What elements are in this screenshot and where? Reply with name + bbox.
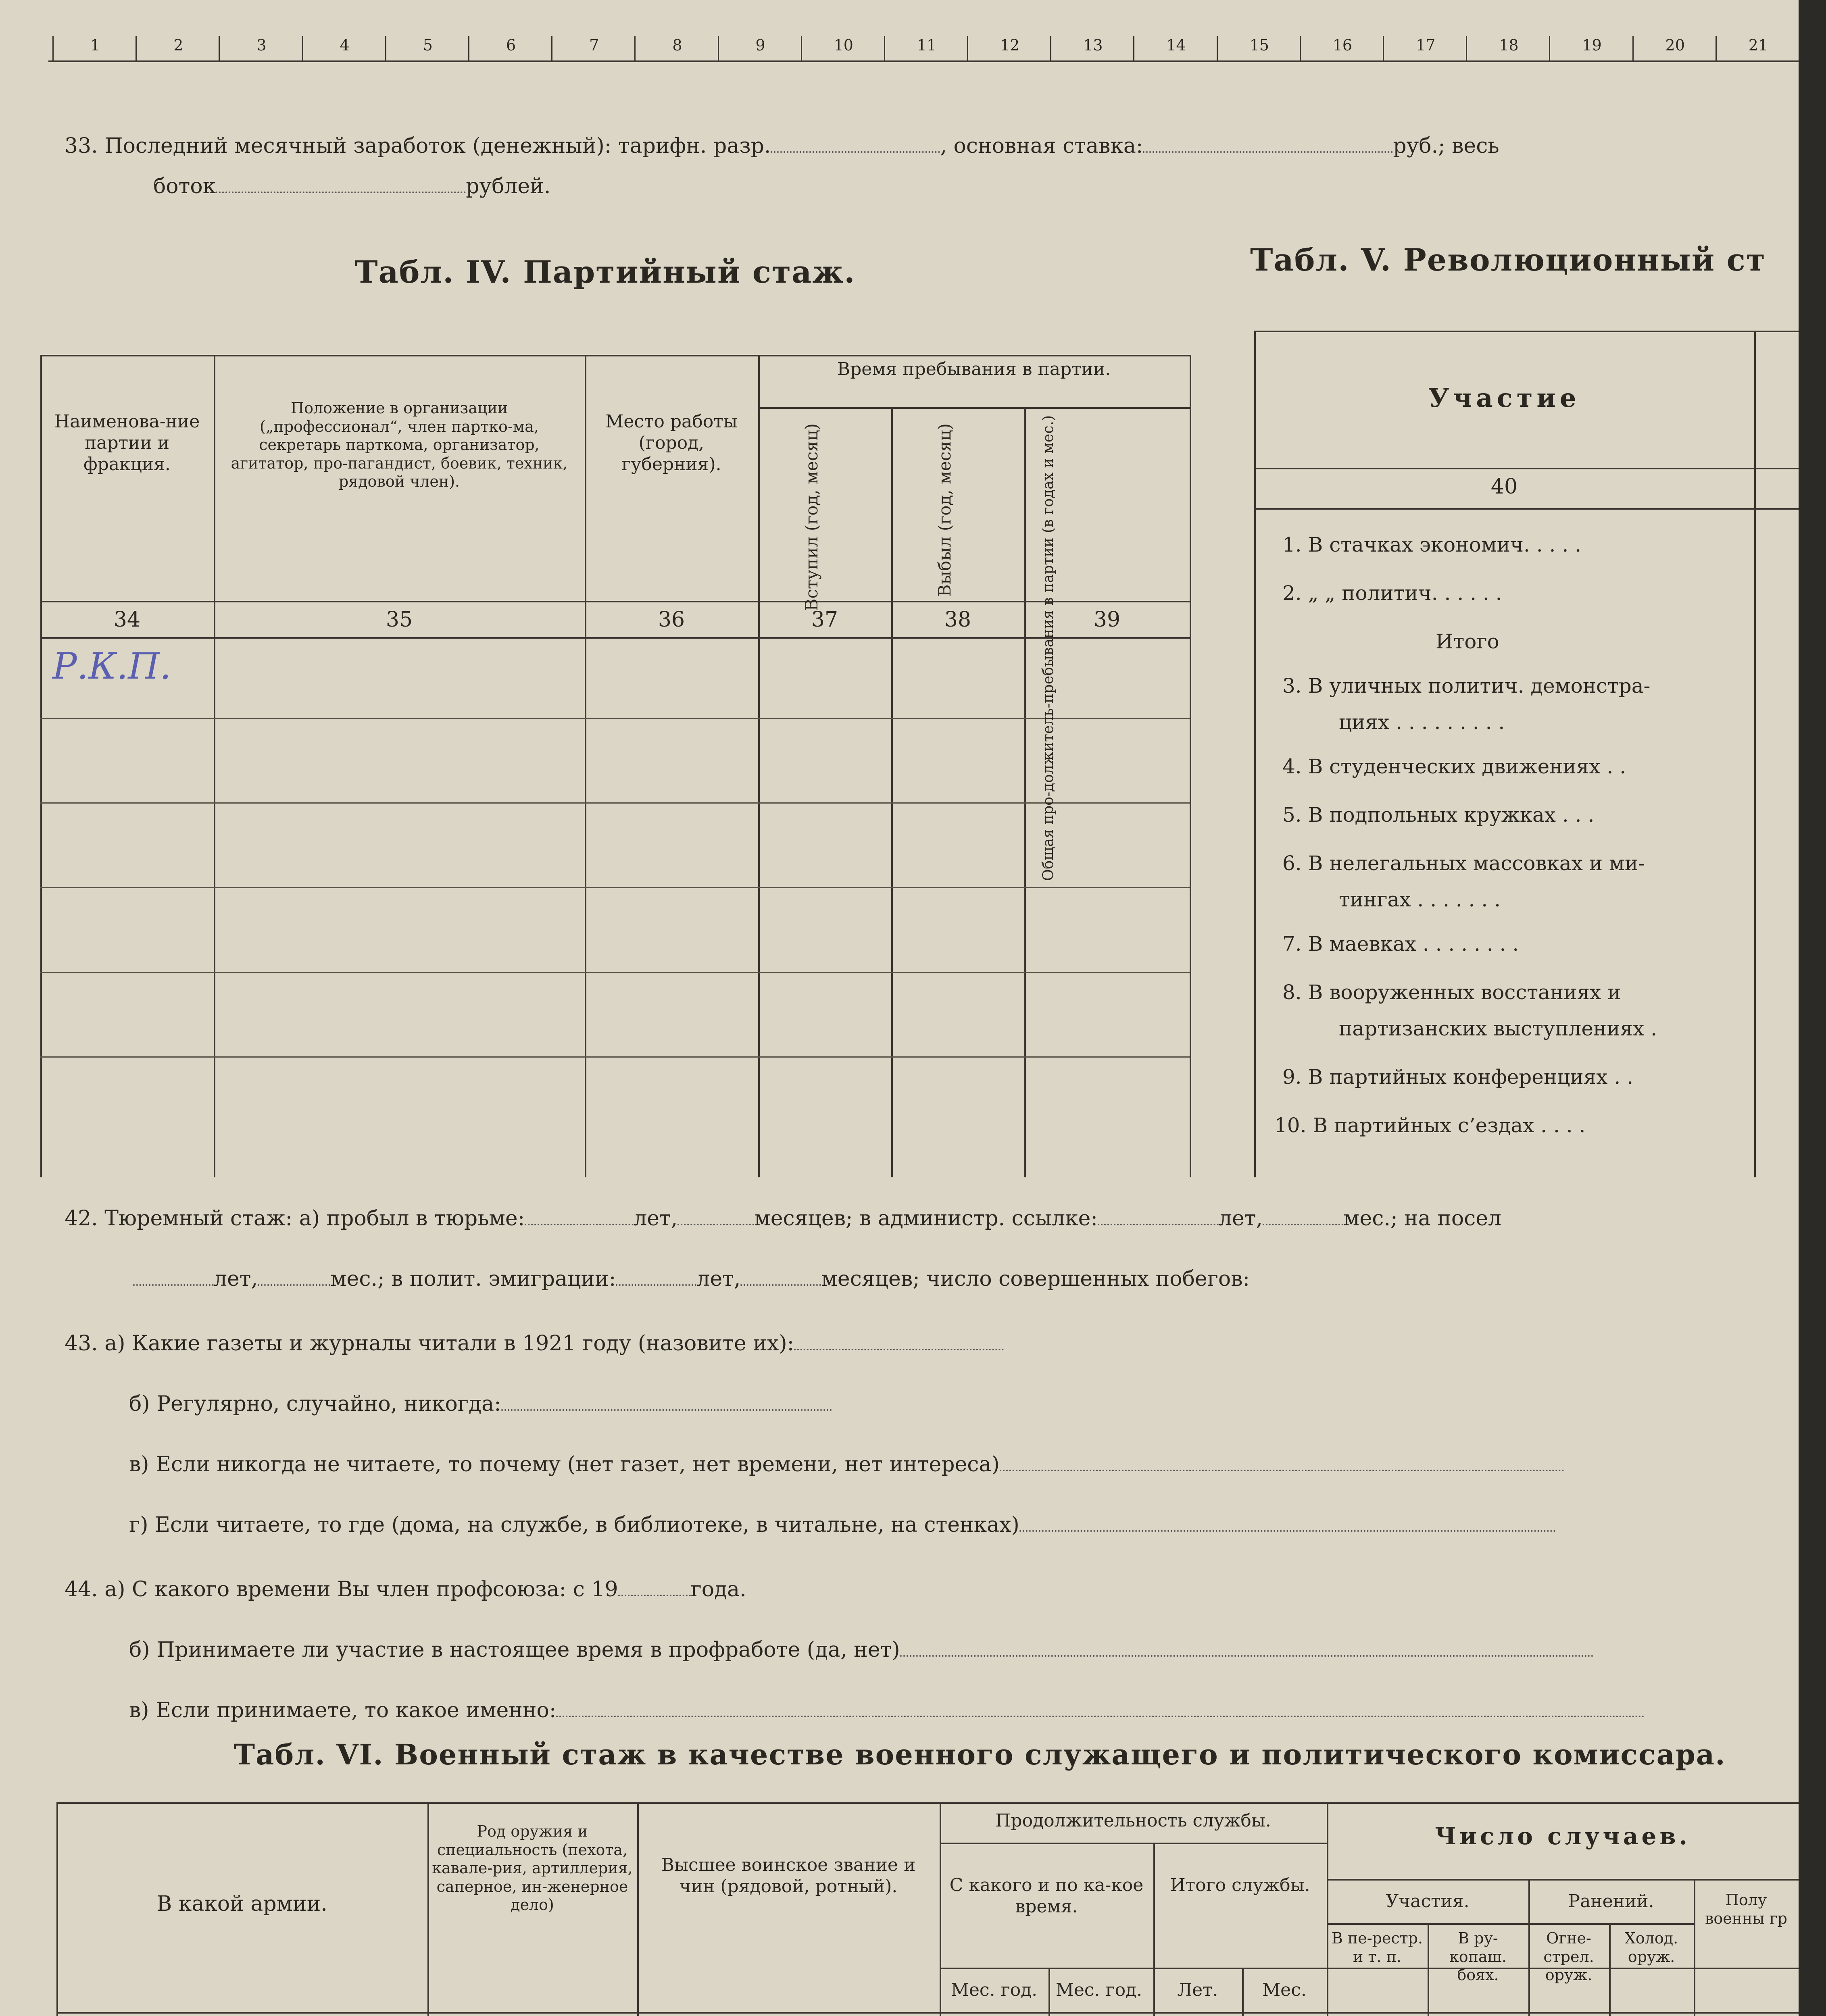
table6-col-mg2: Мес. год. xyxy=(1055,1980,1142,2000)
table6-col-particip: Участия. xyxy=(1386,1891,1470,1912)
table5-item: 10. В партийных с’ездах . . . . xyxy=(1274,1114,1586,1137)
table6-col-rank: Высшее воинское звание и чин (рядовой, ротный). xyxy=(661,1855,916,1897)
table6-col-54: Огне-стрел. оруж. xyxy=(1543,1929,1594,1984)
top-column-number: 15 xyxy=(1217,36,1301,60)
table4-col-joined: Вступил (год, месяц) xyxy=(802,423,821,611)
top-column-number: 20 xyxy=(1632,36,1717,60)
q44-a: 44. а) С какого времени Вы член профсоюза: с 19 года. xyxy=(65,1577,746,1602)
q43-v: в) Если никогда не читаете, то почему (нет газет, нет времени, нет интереса) xyxy=(129,1452,1564,1478)
table6-col-duration: Продолжительность службы. xyxy=(995,1810,1271,1831)
table4-num-37: 37 xyxy=(811,608,838,632)
table5-item: Итого xyxy=(1436,630,1499,653)
table4-col-position: Положение в организации („профессионал“, член партко-ма, секретарь парткома, организатор, агитатор, про-пагандист, боевик, техник, рядовой член). xyxy=(231,399,568,491)
table5-item: 2. „ „ политич. . . . . . xyxy=(1282,581,1502,605)
table5-item: партизанских выступлениях . xyxy=(1339,1017,1657,1040)
top-column-number: 19 xyxy=(1549,36,1633,60)
table5-item: 5. В подпольных кружках . . . xyxy=(1282,803,1595,827)
table5-item: 3. В уличных политич. демонстра- xyxy=(1282,674,1651,698)
top-column-number: 17 xyxy=(1383,36,1467,60)
top-column-number: 8 xyxy=(634,36,719,60)
table6-col-years: Лет. xyxy=(1177,1980,1218,2000)
q43-a: 43. а) Какие газеты и журналы читали в 1921 году (назовите их): xyxy=(65,1331,1004,1357)
top-column-number: 16 xyxy=(1300,36,1384,60)
q44-b: б) Принимаете ли участие в настоящее время в профработе (да, нет) xyxy=(129,1637,1594,1663)
q33-line1: 33. Последний месячный заработок (денежный): тарифн. разр. , основная ставка: руб.; весь xyxy=(65,134,1499,158)
q33-line2: боток рублей. xyxy=(153,174,551,198)
table4-num-36: 36 xyxy=(658,608,685,632)
top-column-number: 11 xyxy=(884,36,968,60)
table6-col-53: В ру-копаш. боях. xyxy=(1449,1929,1507,1984)
table5-item: 8. В вооруженных восстаниях и xyxy=(1282,981,1621,1004)
table6-col-branch: Род оружия и специальность (пехота, кавале-рия, артиллерия, саперное, ин-женерное дело) xyxy=(432,1822,633,1914)
table6-col-52: В пе-рестр. и т. п. xyxy=(1331,1929,1423,1966)
top-column-number: 4 xyxy=(302,36,386,60)
table4-col-name: Наименова-ние партии и фракция. xyxy=(54,411,200,475)
binding-edge xyxy=(1799,0,1826,2016)
table6-col-months: Мес. xyxy=(1262,1980,1307,2000)
table4-num-35: 35 xyxy=(386,608,413,632)
table5-num-40: 40 xyxy=(1490,475,1518,499)
table6-col-cases: Число случаев. xyxy=(1435,1822,1691,1850)
table5-item: 9. В партийных конференциях . . xyxy=(1282,1065,1634,1089)
top-column-number: 18 xyxy=(1466,36,1550,60)
table4-num-39: 39 xyxy=(1093,608,1121,632)
top-column-number: 3 xyxy=(219,36,303,60)
table5-col-part: Участие xyxy=(1428,383,1580,413)
table4-col-total: Общая про-должитель-пребывания в партии (в годах и мес.) xyxy=(1040,415,1057,881)
table6-col-mg1: Мес. год. xyxy=(951,1980,1038,2000)
top-column-number: 7 xyxy=(551,36,636,60)
top-column-number: 5 xyxy=(385,36,469,60)
top-column-number: 10 xyxy=(801,36,885,60)
table5-item: 1. В стачках экономич. . . . . xyxy=(1282,533,1582,556)
table6-col-semi: Полу военны гр xyxy=(1705,1891,1787,1927)
table5-item: 6. В нелегальных массовках и ми- xyxy=(1282,852,1645,875)
q42-line1: 42. Тюремный стаж: а) пробыл в тюрьме: лет, месяцев; в администр. ссылке: лет, мес.; на посел xyxy=(65,1206,1502,1231)
q43-g: г) Если читаете, то где (дома, на службе, в библиотеке, в читальне, на стенках) xyxy=(129,1512,1556,1538)
q44-v: в) Если принимаете, то какое именно: xyxy=(129,1697,1645,1724)
table6-col-55: Холод. оруж. xyxy=(1624,1929,1678,1966)
top-column-strip xyxy=(52,36,1799,60)
table6-col-from-to: С какого и по ка-кое время. xyxy=(949,1875,1144,1917)
table4-num-38: 38 xyxy=(944,608,971,632)
table4-party-entry: Р.К.П. xyxy=(52,645,171,687)
top-column-number: 2 xyxy=(135,36,220,60)
q43-b: б) Регулярно, случайно, никогда: xyxy=(129,1391,832,1417)
table6-col-army: В какой армии. xyxy=(156,1892,327,1916)
table5-item: циях . . . . . . . . . xyxy=(1339,710,1505,734)
table6-col-total: Итого службы. xyxy=(1170,1875,1310,1895)
top-column-number: 6 xyxy=(468,36,552,60)
top-column-number: 13 xyxy=(1050,36,1134,60)
top-column-number: 12 xyxy=(967,36,1051,60)
table4-title: Табл. IV. Партийный стаж. xyxy=(355,254,856,290)
table4-col-left: Выбыл (год, месяц) xyxy=(935,423,955,597)
table5-item: тингах . . . . . . . xyxy=(1339,888,1501,911)
table5-title: Табл. V. Революционный ст xyxy=(1250,242,1766,278)
table5-item: 4. В студенческих движениях . . xyxy=(1282,755,1626,778)
table4-num-34: 34 xyxy=(113,608,141,632)
top-column-number: 9 xyxy=(718,36,802,60)
top-column-number: 14 xyxy=(1133,36,1217,60)
q42-line2: лет, мес.; в полит. эмиграции: лет, месяцев; число совершенных побегов: xyxy=(133,1266,1250,1292)
top-strip-border xyxy=(48,60,1799,62)
top-column-number: 1 xyxy=(52,36,137,60)
table6-title: Табл. VI. Военный стаж в качестве военного служащего и политического комиссара. xyxy=(234,1738,1726,1771)
top-column-number: 21 xyxy=(1716,36,1800,60)
table4-col-work: Место работы (город, губерния). xyxy=(605,411,738,475)
table4-col-time: Время пребывания в партии. xyxy=(837,359,1111,379)
table5-item: 7. В маевках . . . . . . . . xyxy=(1282,932,1519,956)
table6-col-wounds: Ранений. xyxy=(1568,1891,1654,1912)
